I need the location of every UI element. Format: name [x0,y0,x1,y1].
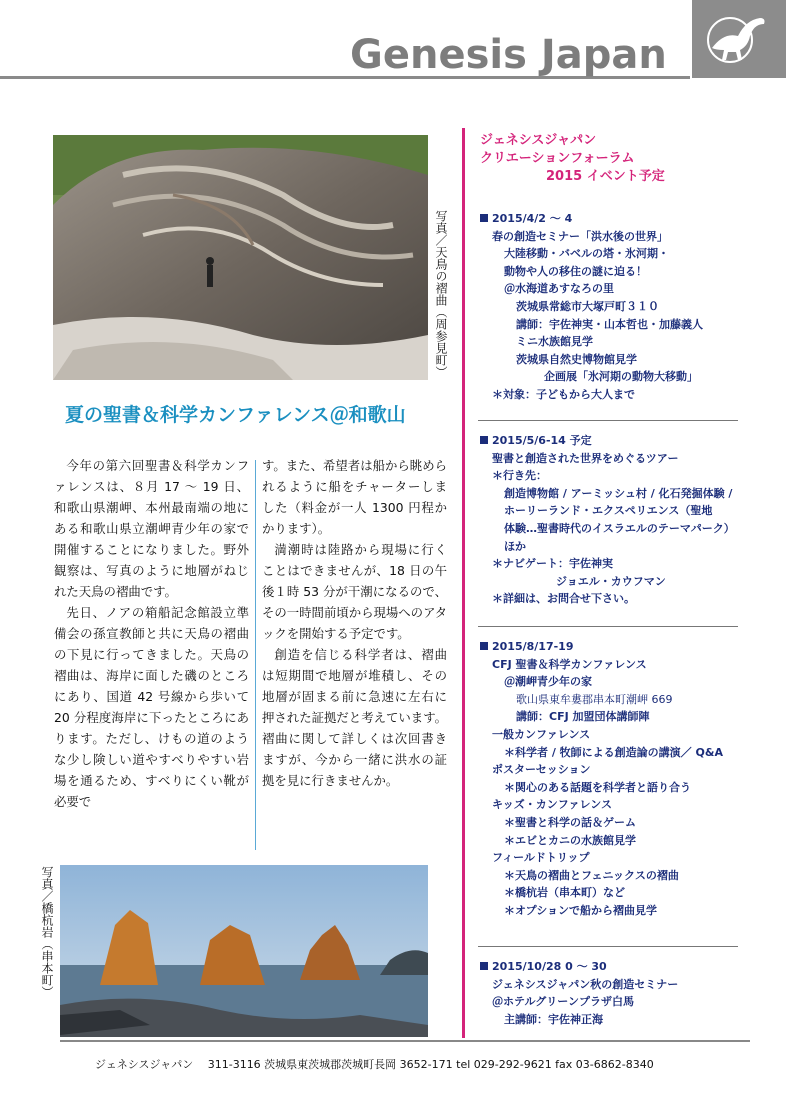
event-line: ＊ナビゲート：宇佐神実 [492,557,613,571]
sidebar-title-line: クリエーションフォーラム [480,151,635,166]
event-date-text: 2015/4/2 〜 4 [492,212,573,225]
rock-fold-photo [53,135,428,380]
photo1-caption: 写真／天鳥の褶曲（周参見町） [434,210,448,378]
event-block [480,432,770,608]
event-date [480,210,770,228]
event-line: 動物や人の移住の謎に迫る！ [504,264,647,278]
event-line: ＊科学者 / 牧師による創造論の講演／ Q&A [504,745,723,759]
event-line: 茨城県自然史博物館見学 [516,352,637,366]
event-line: ＊詳細は、お問合せ下さい。 [492,592,635,606]
article-column-1 [54,455,249,812]
event-date [480,638,770,656]
event-line: 主講師：宇佐神正海 [504,1012,603,1026]
footer-rule [60,1040,750,1042]
paragraph: 満潮時は陸路から現場に行くことはできませんが、18 日の午後１時 53 分が干潮になるので、その一時間前頃から現場へのアタックを開始する予定です。 [262,542,447,641]
event-line: ＊天鳥の褶曲とフェニックスの褶曲 [504,868,679,882]
event-line: 春の創造セミナー「洪水後の世界」 [492,229,668,243]
square-bullet-icon [480,214,488,222]
event-block [480,210,770,404]
logo [692,0,786,78]
event-line: ポスターセッション [492,763,591,777]
event-line: フィールドトリップ [492,851,590,865]
brand-title: Genesis Japan [350,32,667,78]
event-line: 歌山県東牟婁郡串本町潮岬 669 [516,692,673,706]
event-line: ホーリーランド・エクスペリエンス（聖地 [504,504,713,518]
event-date-text: 2015/5/6-14 予定 [492,434,592,447]
event-line: ＊エビとカニの水族館見学 [504,833,636,847]
square-bullet-icon [480,642,488,650]
paragraph: 創造を信じる科学者は、褶曲は短期間で地層が堆積し、その地層が固まる前に急速に左右に押された証拠だと考えています。褶曲に関して詳しくは次回書きますが、今から一緒に洪水の証拠を見に行きませんか。 [262,647,447,788]
event-line: ＠水海道あすなろの里 [504,282,614,296]
event-line: ＊関心のある話題を科学者と語り合う [504,780,691,794]
event-line: 講師：CFJ 加盟団体講師陣 [516,710,650,724]
event-line: ほか [504,539,526,553]
paragraph-continued: す。また、希望者は船から眺められるように船をチャーターしました（料金が一人 1300 円程かかります）。 [262,458,447,536]
event-line: ＊行き先： [492,469,547,483]
event-line: 創造博物館 / アーミッシュ村 / 化石発掘体験 / [504,486,733,500]
sidebar-title-line: 2015 イベント予定 [546,169,665,184]
event-line: ジョエル・カウフマン [556,574,666,588]
event-date-text: 2015/10/28 0 〜 30 [492,960,607,973]
sidebar-title-line: ジェネシスジャパン [480,133,597,148]
event-line: 聖書と創造された世界をめぐるツアー [492,451,679,465]
event-line: ＊オプションで船から褶曲見学 [504,903,658,917]
event-block [480,638,770,920]
dinosaur-logo-icon [704,10,774,68]
event-line: ＠潮岬青少年の家 [504,675,592,689]
event-divider [478,946,738,947]
photo2-caption: 写真／橋杭岩（串本町） [40,866,54,998]
sidebar-title [480,132,740,186]
article-title: 夏の聖書＆科学カンファレンス＠和歌山 [65,404,406,426]
event-block [480,958,770,1028]
event-line: ＠ホテルグリーンプラザ白馬 [492,995,635,1009]
event-line: ジェネシスジャパン秋の創造セミナー [492,977,679,991]
hashikui-rocks-photo [60,865,428,1037]
footer-contact: ジェネシスジャパン 311-3116 茨城県東茨城郡茨城町長岡 3652-171 tel 029-292-9621 fax 03-6862-8340 [95,1058,654,1071]
event-line: 体験…聖書時代のイスラエルのテーマパーク） [504,521,735,535]
event-line: ＊聖書と科学の話＆ゲーム [504,815,636,829]
event-line: 茨城県常総市大塚戸町３１０ [516,299,659,313]
event-divider [478,420,738,421]
column-divider [255,460,256,850]
event-line: 講師：宇佐神実・山本哲也・加藤義人 [516,317,703,331]
event-date-text: 2015/8/17-19 [492,640,574,653]
event-line: ＊対象：子どもから大人まで [492,387,635,401]
event-line: ＊橋杭岩（串本町）など [504,886,625,900]
event-line: CFJ 聖書＆科学カンファレンス [492,657,647,671]
event-date [480,432,770,450]
paragraph: 先日、ノアの箱船記念館設立準備会の孫宣教師と共に天鳥の褶曲の下見に行ってきました。天鳥の褶曲は、海岸に面した磯のところにあり、国道 42 号線から歩いて 20 分程度海岸に下ったところにあります。ただし、けもの道のような少し険しい道やすべりやすい岩場を通るため、すべりにくい靴が必要で [54,605,249,809]
square-bullet-icon [480,962,488,970]
event-line: キッズ・カンファレンス [492,798,612,812]
paragraph: 今年の第六回聖書＆科学カンファレンスは、８月 17 〜 19 日、和歌山県潮岬、本州最南端の地にある和歌山県立潮岬青少年の家で開催することになりました。野外観察は、写真のように地層がねじれた天鳥の褶曲です。 [54,458,249,599]
square-bullet-icon [480,436,488,444]
event-divider [478,626,738,627]
event-line: 一般カンファレンス [492,727,591,741]
event-date [480,958,770,976]
event-line: 大陸移動・バベルの塔・氷河期・ [504,247,669,261]
article-column-2 [262,455,447,791]
event-line: ミニ水族館見学 [516,335,593,349]
sidebar-rule [462,128,465,1038]
event-line: 企画展「氷河期の動物大移動」 [544,370,698,384]
